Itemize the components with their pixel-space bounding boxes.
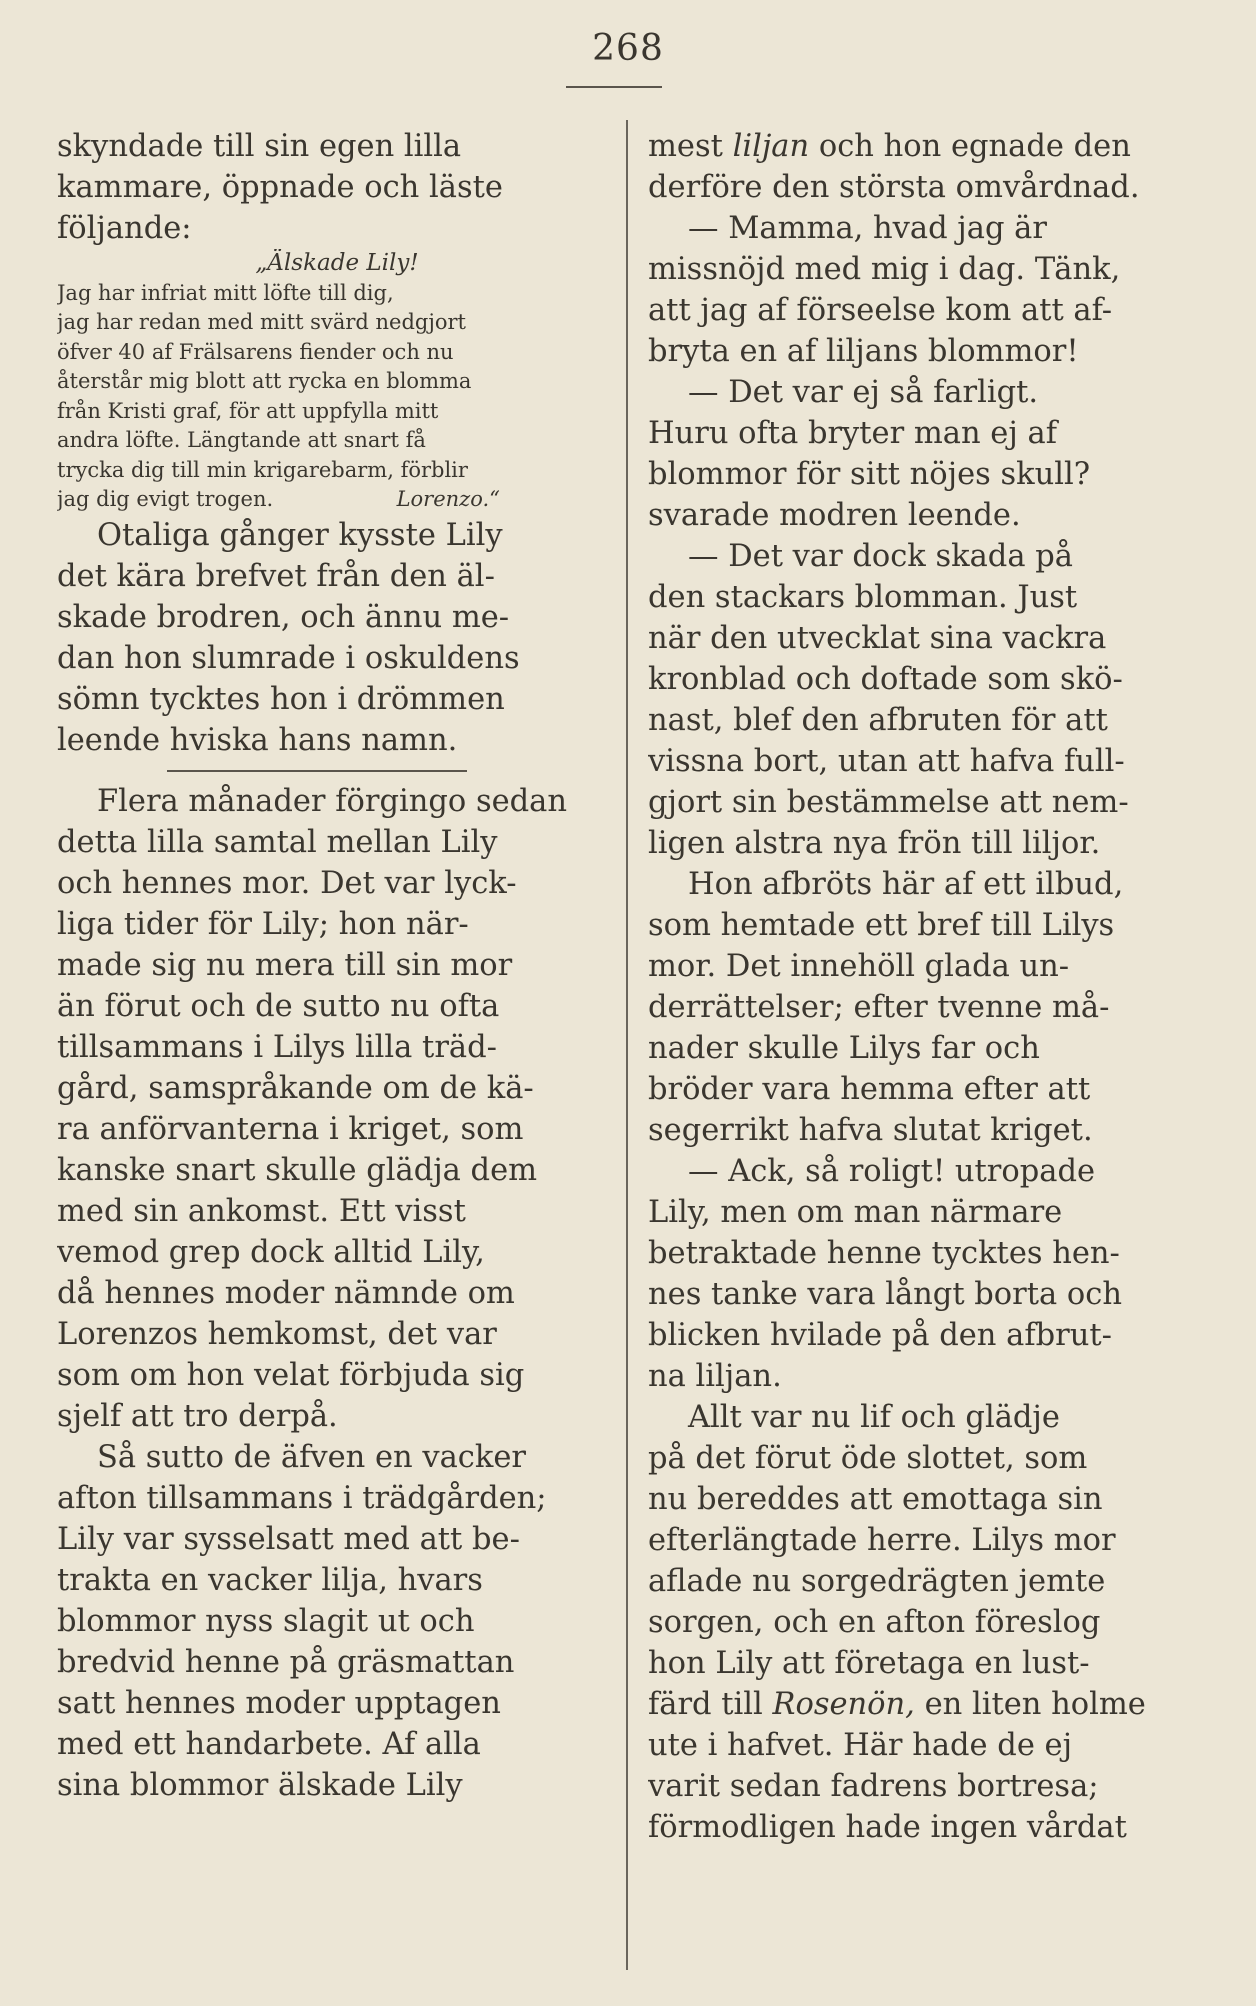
column-divider (626, 120, 628, 1970)
header-rule (566, 86, 662, 88)
text-line: hon Lily att företaga en lust- (648, 1646, 1090, 1681)
letter-salutation: „Älskade Lily! (255, 250, 419, 276)
text-line: — Det var ej så farligt. (688, 375, 1039, 410)
text-line: tillsammans i Lilys lilla träd- (57, 1029, 497, 1065)
text-fragment: och hon egnade den (809, 129, 1131, 164)
text-line: att jag af förseelse kom att af- (648, 293, 1113, 328)
letter-line: trycka dig till min krigarebarm, förblir (57, 457, 468, 482)
text-line: med ett handarbete. Af alla (57, 1726, 481, 1762)
text-line: kammare, öppnade och läste (57, 170, 503, 205)
text-line: segerrikt hafva slutat kriget. (648, 1113, 1093, 1148)
letter-line: från Kristi graf, för att uppfylla mitt (57, 398, 439, 423)
text-line: blommor för sitt nöjes skull? (648, 457, 1091, 492)
text-line: detta lilla samtal mellan Lily (57, 824, 498, 860)
text-line: förmodligen hade ingen vårdat (648, 1810, 1127, 1845)
text-line: — Ack, så roligt! utropade (688, 1154, 1096, 1189)
letter-signature: Lorenzo.“ (396, 487, 500, 511)
letter-line: återstår mig blott att rycka en blomma (57, 369, 472, 393)
text-line: sina blommor älskade Lily (57, 1767, 463, 1803)
text-line: satt hennes moder upptagen (57, 1685, 501, 1721)
text-line: gjort sin bestämmelse att nem- (648, 785, 1129, 820)
text-line: Flera månader förgingo sedan (97, 783, 567, 819)
text-line: nast, blef den afbruten för att (648, 703, 1108, 738)
text-line: som hemtade ett bref till Lilys (648, 908, 1115, 943)
text-line: följande: (57, 211, 192, 246)
letter-closing-line (57, 485, 617, 515)
text-line: blommor nyss slagit ut och (57, 1603, 475, 1639)
text-line: skyndade till sin egen lilla (57, 129, 462, 164)
text-fragment: färd till (648, 1687, 773, 1722)
text-line: leende hviska hans namn. (57, 722, 458, 758)
text-line: bröder vara hemma efter att (648, 1072, 1091, 1107)
text-line: derföre den största omvårdnad. (648, 170, 1140, 205)
text-line: vissna bort, utan att hafva full- (648, 744, 1125, 779)
text-line: på det förut öde slottet, som (648, 1441, 1088, 1476)
text-line: Lily, men om man närmare (648, 1195, 1063, 1230)
text-line: det kära brefvet från den äl- (57, 558, 495, 594)
text-line: Huru ofta bryter man ej af (648, 416, 1057, 451)
letter-quote (57, 249, 617, 515)
text-line (648, 126, 1212, 167)
text-line: ligen alstra nya frön till liljor. (648, 826, 1101, 861)
text-line: na liljan. (648, 1359, 782, 1394)
text-line: skade brodren, och ännu me- (57, 599, 510, 635)
text-line: nader skulle Lilys far och (648, 1031, 1040, 1066)
text-line (648, 1684, 1212, 1725)
text-line: varit sedan fadrens bortresa; (648, 1769, 1099, 1804)
letter-line: andra löfte. Längtande att snart få (57, 428, 426, 452)
paragraph (57, 1437, 617, 1806)
text-line: mor. Det innehöll glada un- (648, 949, 1070, 984)
text-line: derrättelser; efter tvenne må- (648, 990, 1110, 1025)
text-line: betraktade henne tycktes hen- (648, 1236, 1120, 1271)
letter-closing: jag dig evigt trogen. (57, 487, 274, 511)
text-line: trakta en vacker lilja, hvars (57, 1562, 483, 1598)
text-line: dan hon slumrade i oskuldens (57, 640, 520, 676)
text-line: som om hon velat förbjuda sig (57, 1357, 525, 1393)
text-line: nes tanke vara långt borta och (648, 1277, 1122, 1312)
text-line: då hennes moder nämnde om (57, 1275, 515, 1311)
text-line: och hennes mor. Det var lyck- (57, 865, 517, 901)
paragraph (57, 781, 617, 1437)
intro-paragraph (57, 126, 617, 249)
text-line: Allt var nu lif och glädje (688, 1400, 1060, 1435)
text-line: afton tillsammans i trädgården; (57, 1480, 547, 1516)
text-line: sorgen, och en afton föreslog (648, 1605, 1101, 1640)
paragraph (57, 515, 617, 761)
text-line: bryta en af liljans blommor! (648, 334, 1079, 369)
left-column (57, 126, 617, 1806)
text-line: Så sutto de äfven en vacker (97, 1439, 526, 1475)
text-line: nu bereddes att emottaga sin (648, 1482, 1103, 1517)
text-line: missnöjd med mig i dag. Tänk, (648, 252, 1121, 287)
text-line: Otaliga gånger kysste Lily (97, 517, 503, 553)
text-line: — Det var dock skada på (688, 539, 1073, 574)
italic-word: liljan (732, 129, 810, 164)
text-line: liga tider för Lily; hon när- (57, 906, 469, 942)
text-line: kanske snart skulle glädja dem (57, 1152, 538, 1188)
text-line: aflade nu sorgedrägten jemte (648, 1564, 1106, 1599)
text-line: gård, samspråkande om de kä- (57, 1070, 534, 1106)
text-fragment: en liten holme (914, 1687, 1146, 1722)
text-line: — Mamma, hvad jag är (688, 211, 1047, 246)
text-line: svarade modren leende. (648, 498, 1021, 533)
text-line: ute i hafvet. Här hade de ej (648, 1728, 1073, 1763)
letter-line: öfver 40 af Frälsarens fiender och nu (57, 339, 454, 364)
text-line: Hon afbröts här af ett ilbud, (688, 867, 1124, 902)
text-line: made sig nu mera till sin mor (57, 947, 513, 983)
text-line: än förut och de sutto nu ofta (57, 988, 500, 1024)
text-line: bredvid henne på gräsmattan (57, 1644, 515, 1680)
text-line: Lily var sysselsatt med att be- (57, 1521, 520, 1557)
text-line: när den utvecklat sina vackra (648, 621, 1107, 656)
text-line: vemod grep dock alltid Lily, (57, 1234, 485, 1270)
text-line: efterlängtade herre. Lilys mor (648, 1523, 1116, 1558)
text-line: sömn tycktes hon i drömmen (57, 681, 505, 717)
section-divider (57, 761, 617, 781)
right-column (648, 126, 1212, 1848)
page-number: 268 (592, 28, 664, 69)
text-fragment: mest (648, 129, 733, 164)
letter-line: jag har redan med mitt svärd nedgjort (57, 310, 466, 334)
letter-line: Jag har infriat mitt löfte till dig, (57, 280, 394, 305)
italic-word: Rosenön, (772, 1687, 915, 1722)
text-line: ra anförvanterna i kriget, som (57, 1111, 524, 1147)
text-line: Lorenzos hemkomst, det var (57, 1316, 497, 1352)
text-line: blicken hvilade på den afbrut- (648, 1318, 1112, 1353)
text-line: kronblad och doftade som skö- (648, 662, 1123, 697)
text-line: den stackars blomman. Just (648, 580, 1078, 615)
text-line: med sin ankomst. Ett visst (57, 1193, 466, 1229)
text-line: sjelf att tro derpå. (57, 1398, 338, 1434)
